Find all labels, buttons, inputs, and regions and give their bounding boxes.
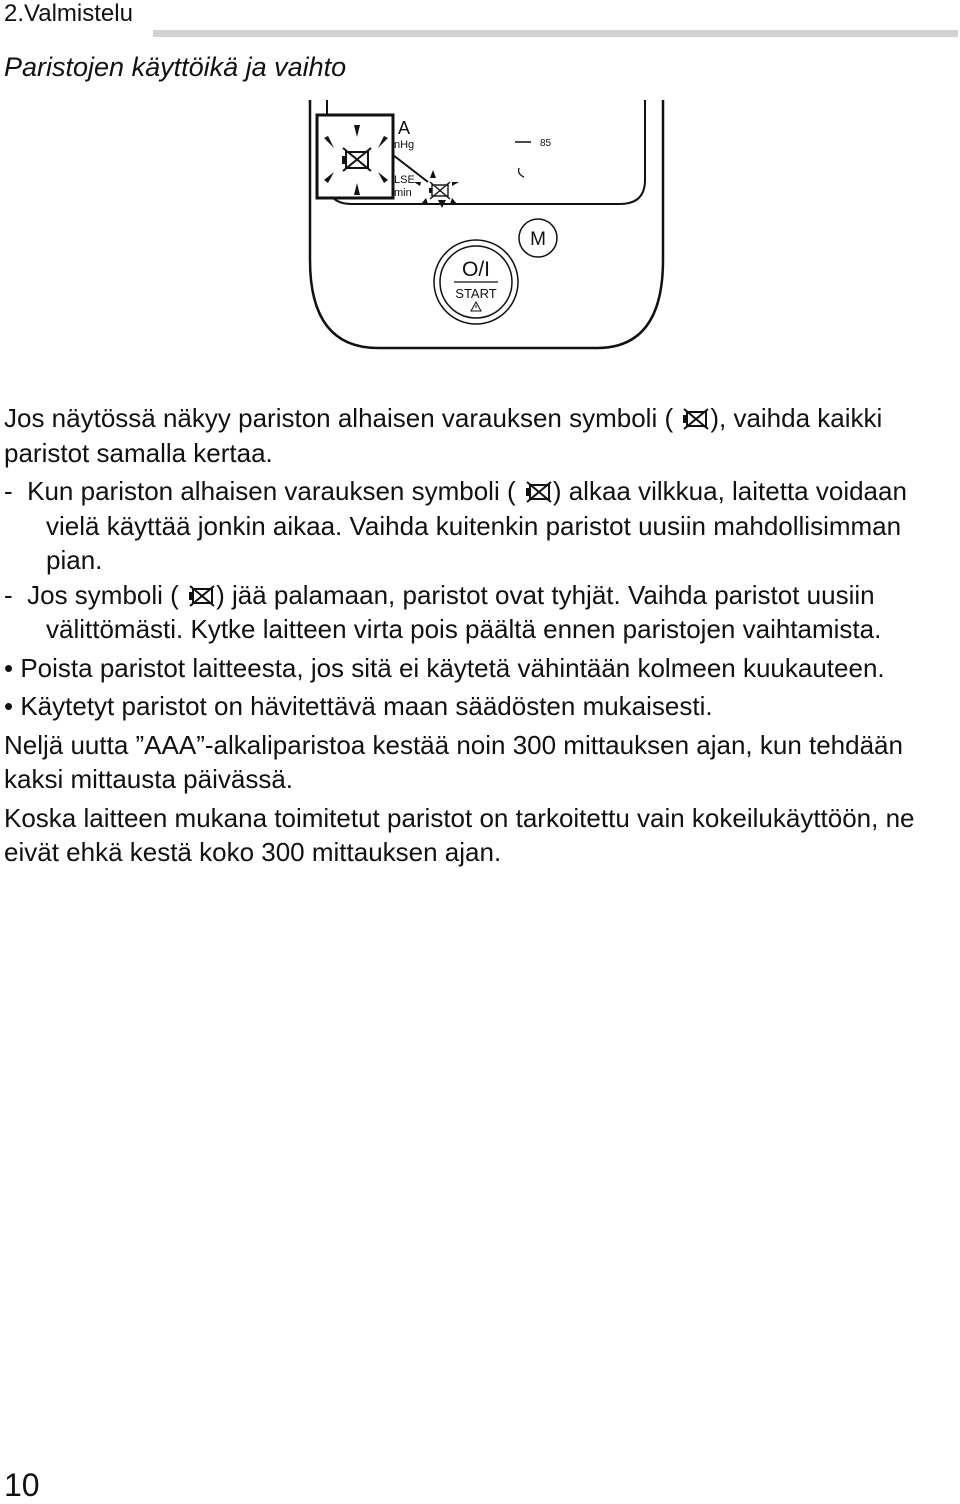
power-label: O/I (461, 258, 491, 281)
battery-low-icon (523, 481, 553, 503)
display-unit-top: A (398, 118, 411, 138)
memory-button-label: M (530, 229, 546, 250)
display-min: min (394, 187, 412, 199)
header-rule (153, 30, 958, 37)
start-label: START (455, 286, 497, 301)
battery-life-paragraph: Neljä uutta ”AAA”-alkaliparistoa kestää noin 300 mittauksen ajan, kun tehdään kaksi mittausta päivässä. (4, 729, 903, 794)
page-number: 10 (4, 1467, 40, 1503)
battery-low-icon (186, 585, 216, 607)
display-unit-mmhg: nHg (394, 139, 415, 151)
intro-paragraph: Jos näytössä näkyy pariston alhaisen varauksen symboli ( ), vaihda kaikki paristot samalla kertaa. (4, 403, 883, 468)
scale-value: 85 (540, 138, 552, 149)
battery-low-icon (429, 182, 450, 199)
chapter-label: 2.Valmistelu (4, 0, 133, 27)
header-bar (0, 0, 958, 40)
bullet-item-storage: • Poista paristot laitteesta, jos sitä ei käytetä vähintään kolmeen kuukauteen. (4, 652, 885, 683)
display-pulse: LSE (394, 174, 415, 186)
section-title: Paristojen käyttöikä ja vaihto (4, 52, 347, 82)
warning-icon (471, 302, 481, 311)
device-illustration (302, 100, 682, 390)
bullet-item-disposal: • Käytetyt paristot on hävitettävä maan säädösten mukaisesti. (4, 691, 713, 721)
battery-low-icon (680, 408, 710, 430)
dash-item-blinking: - Kun pariston alhaisen varauksen symboli ( ) alkaa vilkkua, laitetta voidaan vielä käyttää jonkin aikaa. Vaihda kuitenkin paristot uusiin mahdollisimman pian. (4, 476, 907, 575)
trial-battery-paragraph: Koska laitteen mukana toimitetut paristot on tarkoitettu vain kokeilukäyttöön, ne eivät ehkä kestä koko 300 mittauksen ajan. (4, 802, 915, 867)
body-text (4, 401, 954, 870)
dash-item-steady: - Jos symboli ( ) jää palamaan, paristot ovat tyhjät. Vaihda paristot uusiin välittömästi. Kytke laitteen virta pois päältä ennen paristojen vaihtamista. (4, 579, 882, 644)
